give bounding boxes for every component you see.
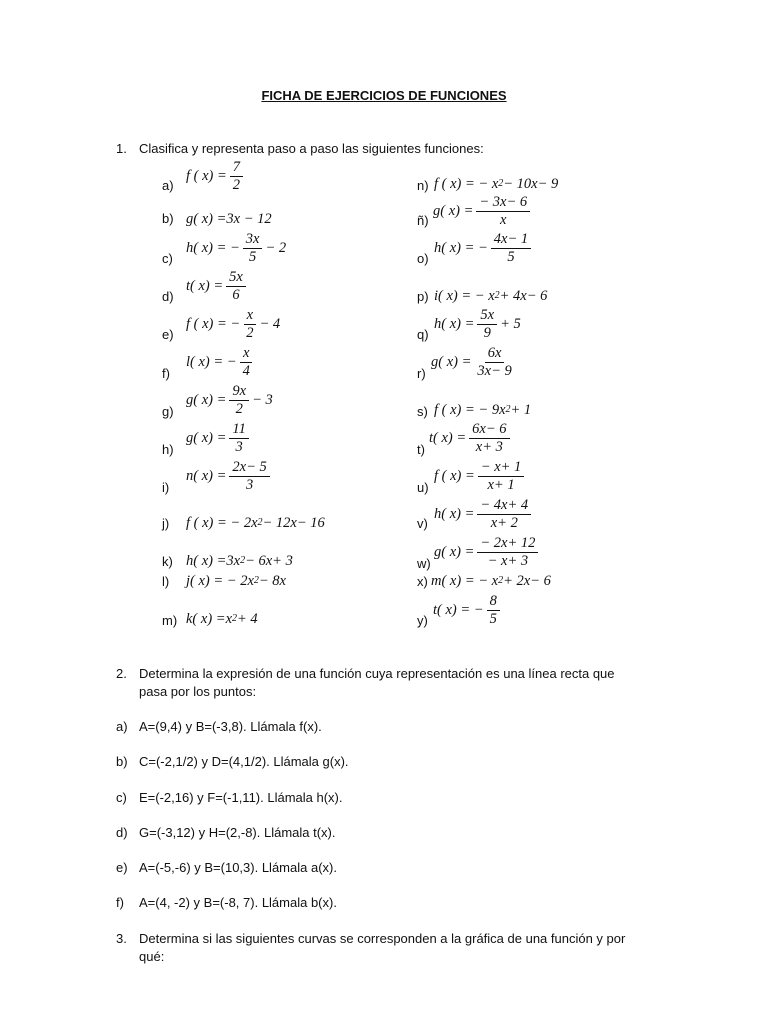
fraction (477, 308, 497, 340)
fraction-denominator: 6 (232, 286, 240, 303)
function-formula (186, 554, 293, 569)
formula-pre: i( x) = − x (434, 288, 495, 304)
formula-post: + 4x− 6 (499, 288, 548, 304)
function-formula (186, 384, 273, 416)
function-formula (186, 460, 273, 492)
fraction-numerator: − 4x+ 4 (477, 498, 531, 515)
function-item-label: j) (162, 516, 170, 531)
function-formula (434, 460, 527, 492)
function-item-label: f) (162, 366, 170, 381)
exercise-2-item-label: f) (116, 895, 124, 910)
formula-rest: − 4 (259, 315, 281, 332)
function-formula (186, 422, 252, 454)
exercise-3-line-2: qué: (139, 949, 165, 964)
exponent: 2 (505, 404, 511, 416)
function-formula (186, 612, 258, 627)
formula-lhs: t( x) = − (433, 601, 484, 618)
fraction (226, 270, 246, 302)
function-formula (186, 346, 256, 378)
fraction-denominator: − x+ 3 (487, 552, 529, 569)
function-item-label: q) (417, 327, 429, 342)
formula-lhs: g( x) = (434, 543, 475, 560)
function-formula (434, 308, 521, 340)
fraction-denominator: 3 (235, 438, 243, 455)
formula-post: + 2x− 6 (503, 573, 551, 589)
function-item-label: i) (162, 480, 170, 495)
formula-rest: − 3 (252, 391, 273, 408)
formula-lhs: f ( x) = − (186, 315, 241, 332)
fraction-numerator: 6x (485, 346, 505, 363)
formula-lhs: n( x) = (186, 467, 227, 484)
fraction-denominator: 5 (489, 610, 497, 627)
function-formula (186, 160, 246, 192)
fraction-numerator: 4x− 1 (491, 232, 531, 249)
function-formula (434, 536, 541, 568)
function-item-label: b) (162, 211, 174, 226)
fraction (478, 460, 525, 492)
exercise-3-number: 3. (116, 931, 127, 946)
function-item-label: ñ) (417, 213, 429, 228)
function-item-label: x) (417, 574, 428, 589)
exercise-2-item-label: a) (116, 719, 128, 734)
exercise-2-number: 2. (116, 666, 127, 681)
fraction (243, 308, 256, 340)
fraction-denominator: 3 (245, 476, 254, 493)
formula-post: − 8x (258, 573, 286, 589)
exponent: 2 (257, 517, 263, 529)
exercise-2-item-text: A=(4, -2) y B=(-8, 7). Llámala b(x). (139, 895, 337, 910)
formula-lhs: f ( x) = (434, 467, 475, 484)
function-formula (186, 308, 280, 340)
formula-lhs: g( x) = (186, 429, 227, 446)
fraction-denominator: 2 (235, 400, 243, 417)
function-item-label: n) (417, 178, 429, 193)
formula-lhs: h( x) = (434, 505, 475, 522)
function-formula (186, 270, 249, 302)
function-formula (431, 346, 518, 378)
fraction (240, 346, 253, 378)
function-item-label: h) (162, 442, 174, 457)
exercise-2-item-label: d) (116, 825, 128, 840)
exercise-2-item-text: E=(-2,16) y F=(-1,11). Llámala h(x). (139, 790, 343, 805)
formula-pre: m( x) = − x (431, 573, 499, 589)
function-item-label: d) (162, 289, 174, 304)
function-item-label: m) (162, 613, 178, 628)
exercise-2-line-2: pasa por los puntos: (139, 684, 257, 699)
formula-post: + 1 (510, 402, 532, 418)
exponent: 2 (494, 290, 500, 302)
fraction (487, 594, 500, 626)
function-formula (429, 422, 513, 454)
function-formula (431, 574, 551, 589)
function-item-label: e) (162, 327, 174, 342)
formula-post: − 10x− 9 (503, 176, 559, 192)
function-formula (434, 177, 558, 192)
fraction-numerator: x (240, 346, 252, 363)
exercise-1-text: Clasifica y representa paso a paso las siguientes funciones: (139, 141, 484, 156)
fraction (476, 195, 530, 227)
exercise-2-line-1: Determina la expresión de una función cuya representación es una línea recta que (139, 666, 615, 681)
exercise-3-line-1: Determina si las siguientes curvas se corresponden a la gráfica de una función y por (139, 931, 626, 946)
fraction-numerator: 8 (487, 594, 500, 611)
formula-post: − 6x+ 3 (245, 553, 293, 569)
function-item-label: u) (417, 480, 429, 495)
formula-rest: + 5 (500, 315, 521, 332)
function-formula (186, 212, 272, 227)
function-formula (186, 516, 325, 531)
fraction-numerator: 2x− 5 (229, 460, 269, 477)
function-item-label: s) (417, 404, 428, 419)
formula-lhs: l( x) = − (186, 353, 237, 370)
formula-pre: f ( x) = − 9x (434, 402, 506, 418)
formula-lhs: t( x) = (186, 277, 224, 294)
exercise-1-number: 1. (116, 141, 127, 156)
formula-pre: f ( x) = − x (434, 176, 499, 192)
function-item-label: l) (162, 574, 170, 589)
fraction-denominator: x+ 1 (487, 476, 515, 493)
fraction-denominator: x+ 2 (490, 514, 518, 531)
function-formula (434, 232, 534, 264)
exercise-2-item-label: e) (116, 860, 128, 875)
formula-lhs: g( x) = (186, 391, 227, 408)
formula-lhs: f ( x) = (186, 167, 227, 184)
formula-pre: k( x) =x (186, 611, 232, 627)
function-formula (186, 232, 286, 264)
formula-lhs: g( x) = (431, 353, 472, 370)
fraction-numerator: x (244, 308, 256, 325)
fraction-denominator: 4 (242, 362, 250, 379)
formula-lhs: g( x) = (433, 202, 474, 219)
fraction-denominator: 9 (483, 324, 491, 341)
function-item-label: c) (162, 251, 173, 266)
fraction (491, 232, 531, 264)
function-formula (434, 403, 531, 418)
formula-lhs: h( x) = − (186, 239, 240, 256)
fraction (229, 422, 248, 454)
fraction-denominator: x+ 3 (475, 438, 503, 455)
fraction-numerator: 3x (243, 232, 263, 249)
exercise-2-item-label: c) (116, 790, 127, 805)
formula-lhs: h( x) = − (434, 239, 488, 256)
formula-lhs: h( x) = (434, 315, 475, 332)
exercise-2-item-text: G=(-3,12) y H=(2,-8). Llámala t(x). (139, 825, 336, 840)
function-item-label: k) (162, 554, 173, 569)
exercise-2-item-label: b) (116, 754, 128, 769)
formula-lhs: t( x) = (429, 429, 467, 446)
fraction (229, 460, 269, 492)
fraction-numerator: 9x (229, 384, 249, 401)
formula-post: − 12x− 16 (262, 515, 325, 531)
function-formula (186, 574, 286, 589)
exercise-2-item-text: A=(9,4) y B=(-3,8). Llámala f(x). (139, 719, 322, 734)
fraction (230, 160, 243, 192)
function-formula (433, 195, 533, 227)
fraction-numerator: 5x (226, 270, 246, 287)
function-formula (434, 289, 547, 304)
formula-post: + 4 (237, 611, 258, 627)
fraction-numerator: 5x (477, 308, 497, 325)
fraction (477, 498, 531, 530)
fraction (477, 536, 538, 568)
function-item-label: o) (417, 251, 429, 266)
fraction-numerator: 6x− 6 (469, 422, 509, 439)
exponent: 2 (232, 613, 237, 625)
exponent: 2 (253, 575, 259, 587)
function-item-label: a) (162, 178, 174, 193)
formula-pre: f ( x) = − 2x (186, 515, 258, 531)
exercise-2-item-text: A=(-5,-6) y B=(10,3). Llámala a(x). (139, 860, 337, 875)
fraction-numerator: 11 (229, 422, 248, 439)
function-item-label: p) (417, 289, 429, 304)
exponent: 2 (498, 178, 504, 190)
fraction (469, 422, 509, 454)
fraction-denominator: x (500, 211, 507, 228)
function-formula (434, 498, 534, 530)
fraction-numerator: − x+ 1 (478, 460, 525, 477)
function-item-label: g) (162, 404, 174, 419)
exercise-2-item-text: C=(-2,1/2) y D=(4,1/2). Llámala g(x). (139, 754, 349, 769)
function-item-label: w) (417, 556, 431, 571)
fraction (474, 346, 514, 378)
function-formula (433, 594, 503, 626)
fraction (229, 384, 249, 416)
formula-rest: − 2 (265, 239, 287, 256)
fraction-numerator: − 2x+ 12 (477, 536, 538, 553)
fraction-numerator: − 3x− 6 (476, 195, 530, 212)
page-title: FICHA DE EJERCICIOS DE FUNCIONES (261, 88, 507, 103)
fraction-numerator: 7 (230, 160, 243, 177)
fraction-denominator: 2 (232, 176, 241, 193)
function-item-label: t) (417, 442, 425, 457)
fraction (243, 232, 263, 264)
function-item-label: r) (417, 366, 426, 381)
exponent: 2 (240, 555, 246, 567)
function-item-label: v) (417, 516, 428, 531)
function-item-label: y) (417, 613, 428, 628)
fraction-denominator: 5 (249, 248, 257, 265)
fraction-denominator: 2 (246, 324, 254, 341)
formula-pre: j( x) = − 2x (186, 573, 254, 589)
formula-pre: h( x) =3x (186, 553, 241, 569)
fraction-denominator: 3x− 9 (477, 362, 512, 379)
formula-text: g( x) =3x − 12 (186, 211, 272, 227)
exponent: 2 (498, 575, 504, 587)
fraction-denominator: 5 (507, 248, 515, 265)
